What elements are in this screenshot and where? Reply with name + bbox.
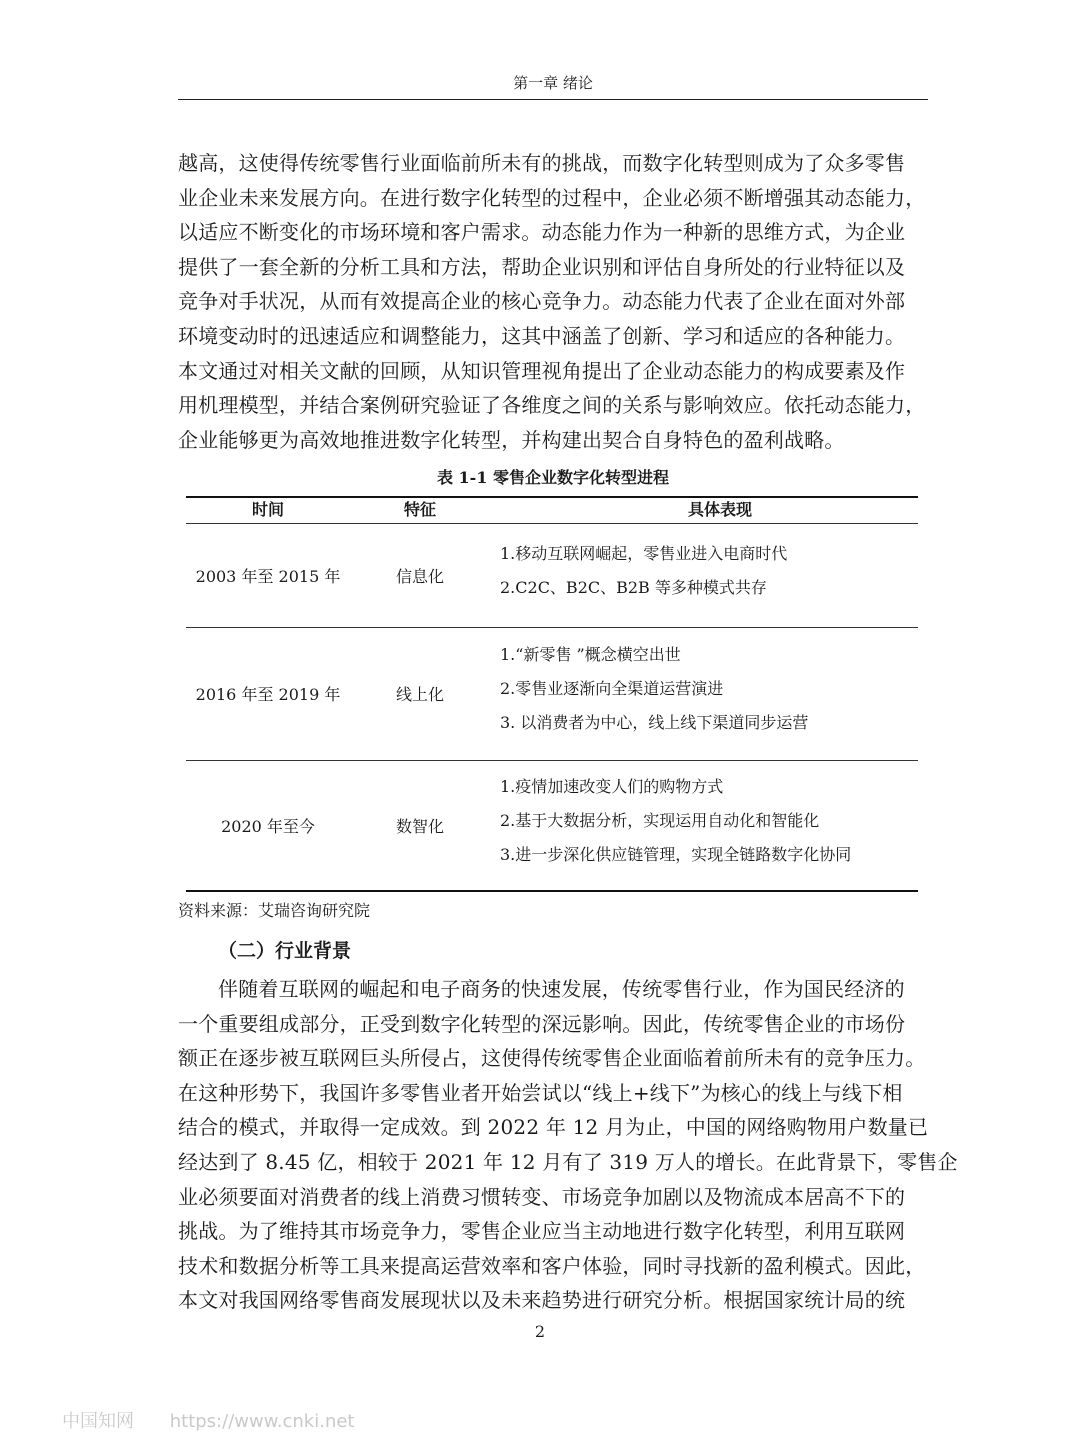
text-line: 技术和数据分析等工具来提高运营效率和客户体验，同时寻找新的盈利模式。因此， xyxy=(178,1253,926,1278)
table-bottom-rule xyxy=(186,890,918,892)
table-row-rule xyxy=(186,627,918,628)
table-cell-period: 2016 年至 2019 年 xyxy=(195,685,341,704)
text-line: 竞争对手状况，从而有效提高企业的核心竞争力。动态能力代表了企业在面对外部 xyxy=(178,289,906,314)
text-line: 提供了一套全新的分析工具和方法，帮助企业识别和评估自身所处的行业特征以及 xyxy=(178,254,906,279)
text-line: 环境变动时的迅速适应和调整能力，这其中涵盖了创新、学习和适应的各种能力。 xyxy=(178,323,906,348)
watermark xyxy=(62,1410,384,1434)
text-line: 以适应不断变化的市场环境和客户需求。动态能力作为一种新的思维方式，为企业 xyxy=(178,220,906,245)
text-line: 用机理模型，并结合案例研究验证了各维度之间的关系与影响效应。依托动态能力， xyxy=(178,393,926,418)
text-line: 本文通过对相关文献的回顾，从知识管理视角提出了企业动态能力的构成要素及作 xyxy=(178,358,906,383)
text-line: 经达到了 8.45 亿，相较于 2021 年 12 月有了 319 万人的增长。在此背景下，零售企 xyxy=(178,1149,958,1174)
table-cell-detail: 2.C2C、B2C、B2B 等多种模式共存 xyxy=(500,578,767,597)
table-cell-period: 2020 年至今 xyxy=(221,817,315,836)
text-line: 挑战。为了维持其市场竞争力，零售企业应当主动地进行数字化转型，利用互联网 xyxy=(178,1219,906,1244)
text-line: 本文对我国网络零售商发展现状以及未来趋势进行研究分析。根据国家统计局的统 xyxy=(178,1288,906,1313)
text-line: 业企业未来发展方向。在进行数字化转型的过程中，企业必须不断增强其动态能力， xyxy=(178,185,926,210)
text-line: 结合的模式，并取得一定成效。到 2022 年 12 月为止，中国的网络购物用户数量已 xyxy=(178,1115,929,1140)
section-heading: （二）行业背景 xyxy=(218,940,352,962)
table-cell-period: 2003 年至 2015 年 xyxy=(195,567,341,586)
table-row-rule xyxy=(186,760,918,761)
table-cell-feature: 数智化 xyxy=(395,817,444,836)
table-cell-detail: 3.进一步深化供应链管理，实现全链路数字化协同 xyxy=(500,845,852,864)
table-caption: 表 1-1 零售企业数字化转型进程 xyxy=(436,468,670,487)
text-line: 企业能够更为高效地推进数字化转型，并构建出契合自身特色的盈利战略。 xyxy=(178,427,845,452)
header-divider xyxy=(178,99,928,100)
table-header-period: 时间 xyxy=(251,500,284,519)
page-header: 第一章 绪论 xyxy=(513,74,593,92)
text-line: 额正在逐步被互联网巨头所侵占，这使得传统零售企业面临着前所未有的竞争压力。 xyxy=(178,1046,926,1071)
body-paragraph-2 xyxy=(178,972,958,1318)
table-cell-detail: 2.零售业逐渐向全渠道运营演进 xyxy=(500,679,724,698)
text-line: 越高，这使得传统零售行业面临前所未有的挑战，而数字化转型则成为了众多零售 xyxy=(178,151,906,175)
table-cell-feature: 线上化 xyxy=(395,685,444,704)
watermark-url: https://www.cnki.net xyxy=(169,1411,355,1432)
text-line: 一个重要组成部分，正受到数字化转型的深远影响。因此，传统零售企业的市场份 xyxy=(178,1011,906,1036)
watermark-brand: 中国知网 xyxy=(62,1411,134,1432)
table-header-feature: 特征 xyxy=(403,500,436,519)
table-header-details: 具体表现 xyxy=(687,500,752,519)
text-line: 伴随着互联网的崛起和电子商务的快速发展，传统零售行业，作为国民经济的 xyxy=(218,977,905,1001)
table-cell-detail: 1.疫情加速改变人们的购物方式 xyxy=(500,777,724,796)
table-cell-feature: 信息化 xyxy=(395,567,444,586)
table-header-rule xyxy=(186,523,918,524)
text-line: 业必须要面对消费者的线上消费习惯转变、市场竞争加剧以及物流成本居高不下的 xyxy=(178,1184,906,1209)
table-source-note: 资料来源：艾瑞咨询研究院 xyxy=(178,901,371,920)
page-number: 2 xyxy=(534,1322,546,1341)
text-line: 在这种形势下，我国许多零售业者开始尝试以“线上+线下”为核心的线上与线下相 xyxy=(178,1080,903,1105)
table-cell-detail: 1.“新零售 ”概念横空出世 xyxy=(500,645,681,664)
table-cell-detail: 3. 以消费者为中心，线上线下渠道同步运营 xyxy=(500,713,809,732)
body-paragraph-1 xyxy=(178,146,928,457)
table-cell-detail: 1.移动互联网崛起，零售业进入电商时代 xyxy=(500,544,788,563)
table-cell-detail: 2.基于大数据分析，实现运用自动化和智能化 xyxy=(500,811,820,830)
